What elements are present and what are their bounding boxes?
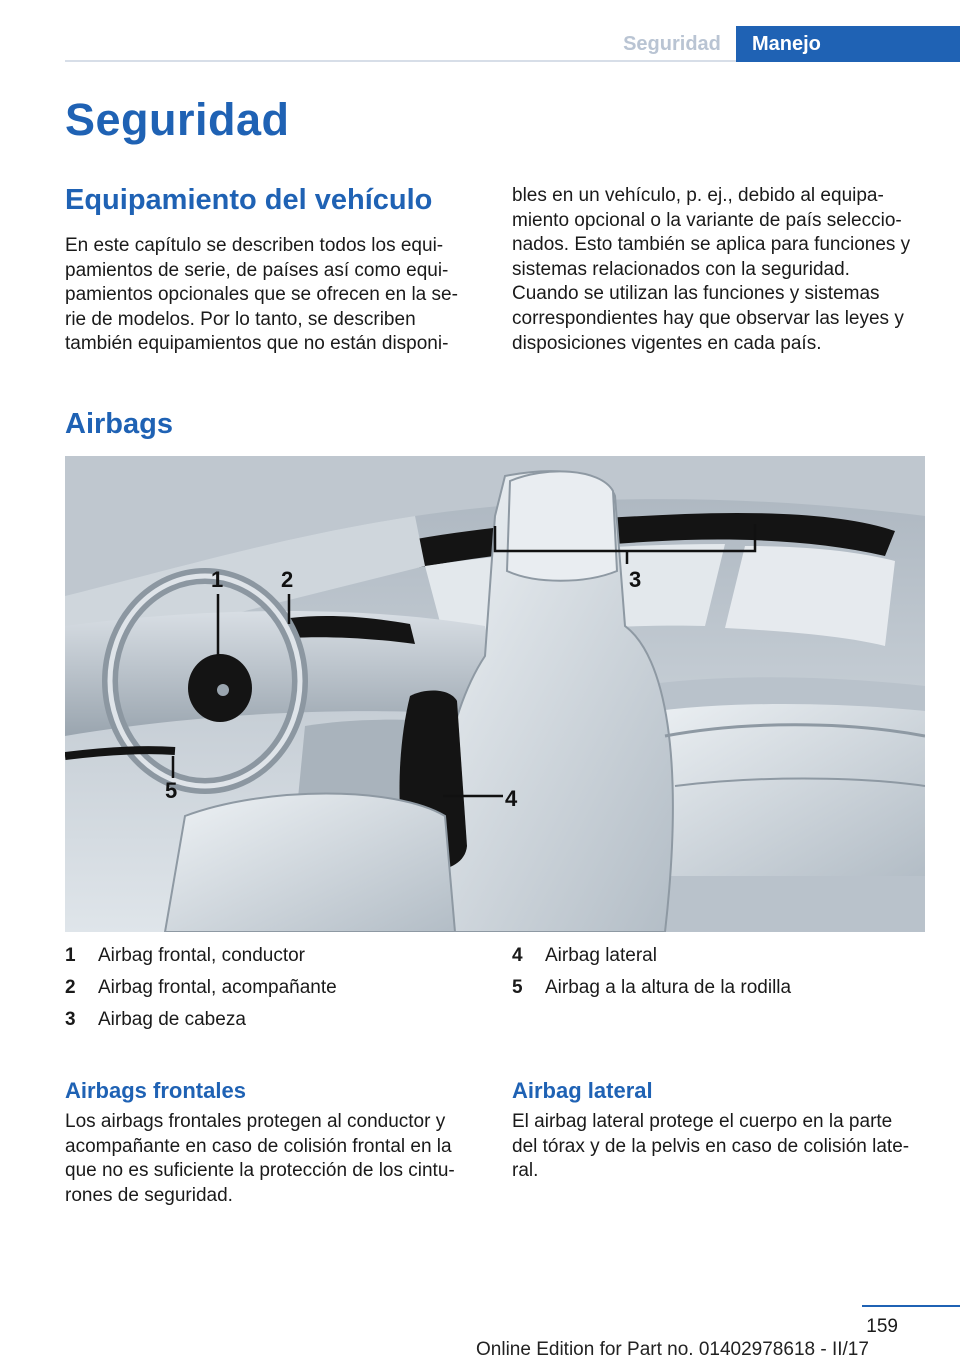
front-airbags-text [65, 1110, 477, 1208]
tab-seguridad[interactable]: Seguridad [623, 33, 721, 55]
car-interior-illustration [65, 456, 925, 932]
text-line: pamientos opcionales que se ofrecen en la se‐ [65, 284, 458, 306]
legend-number: 3 [65, 1009, 76, 1030]
callout-4: 4 [505, 786, 518, 811]
page-title: Seguridad [65, 94, 290, 145]
figure-legend-left [65, 940, 485, 1036]
airbags-figure [65, 456, 925, 932]
legend-item [512, 940, 932, 972]
text-line: rones de seguridad. [65, 1184, 233, 1206]
legend-label: Airbag frontal, conductor [98, 945, 306, 966]
callout-2: 2 [281, 567, 294, 592]
side-airbag-heading: Airbag lateral [512, 1078, 653, 1103]
legend-item [65, 940, 485, 972]
figure-legend-right [512, 940, 932, 1004]
side-airbag-text [512, 1110, 927, 1184]
text-line: miento opcional o la variante de país seleccio‐ [512, 209, 902, 231]
equipment-heading: Equipamiento del vehículo [65, 184, 433, 216]
legend-item [65, 1004, 485, 1036]
airbags-heading: Airbags [65, 408, 173, 440]
text-line: En este capítulo se describen todos los equi‐ [65, 235, 444, 256]
text-line: del tórax y de la pelvis en caso de colisión late‐ [512, 1135, 910, 1157]
legend-label: Airbag lateral [545, 945, 657, 966]
footer-rule [862, 1305, 960, 1307]
text-line: correspondientes hay que observar las leyes y [512, 307, 904, 329]
callout-5: 5 [165, 778, 178, 803]
text-line: nados. Esto también se aplica para funciones y [512, 234, 911, 256]
legend-number: 1 [65, 945, 76, 966]
legend-label: Airbag de cabeza [98, 1009, 246, 1030]
text-line: acompañante en caso de colisión frontal en la [65, 1135, 452, 1157]
legend-label: Airbag a la altura de la rodilla [545, 977, 792, 998]
text-line: sistemas relacionados con la seguridad. [512, 258, 850, 280]
callout-3: 3 [629, 567, 642, 592]
text-line: también equipamientos que no están disponi‐ [65, 333, 449, 355]
front-airbags-heading: Airbags frontales [65, 1078, 246, 1103]
text-line: que no es suficiente la protección de los cintu‐ [65, 1160, 455, 1182]
legend-item [65, 972, 485, 1004]
edition-footer: Online Edition for Part no. 01402978618 - II/17 [476, 1339, 869, 1360]
legend-number: 4 [512, 945, 523, 966]
tab-manejo[interactable]: Manejo [736, 26, 960, 62]
text-line: Los airbags frontales protegen al conductor y [65, 1111, 446, 1132]
text-line: ral. [512, 1160, 539, 1182]
text-line: bles en un vehículo, p. ej., debido al equipa‐ [512, 185, 884, 206]
callout-1: 1 [211, 567, 224, 592]
legend-number: 5 [512, 977, 523, 998]
equipment-text-left [65, 234, 477, 357]
legend-item [512, 972, 932, 1004]
page-number: 159 [866, 1316, 898, 1337]
legend-label: Airbag frontal, acompañante [98, 977, 337, 998]
text-line: Cuando se utilizan las funciones y sistemas [512, 283, 880, 305]
text-line: El airbag lateral protege el cuerpo en la parte [512, 1111, 893, 1132]
text-line: rie de modelos. Por lo tanto, se describen [65, 308, 416, 330]
legend-number: 2 [65, 977, 76, 998]
text-line: disposiciones vigentes en cada país. [512, 332, 822, 354]
text-line: pamientos de serie, de países así como equi‐ [65, 259, 449, 281]
equipment-text-right [512, 184, 927, 356]
